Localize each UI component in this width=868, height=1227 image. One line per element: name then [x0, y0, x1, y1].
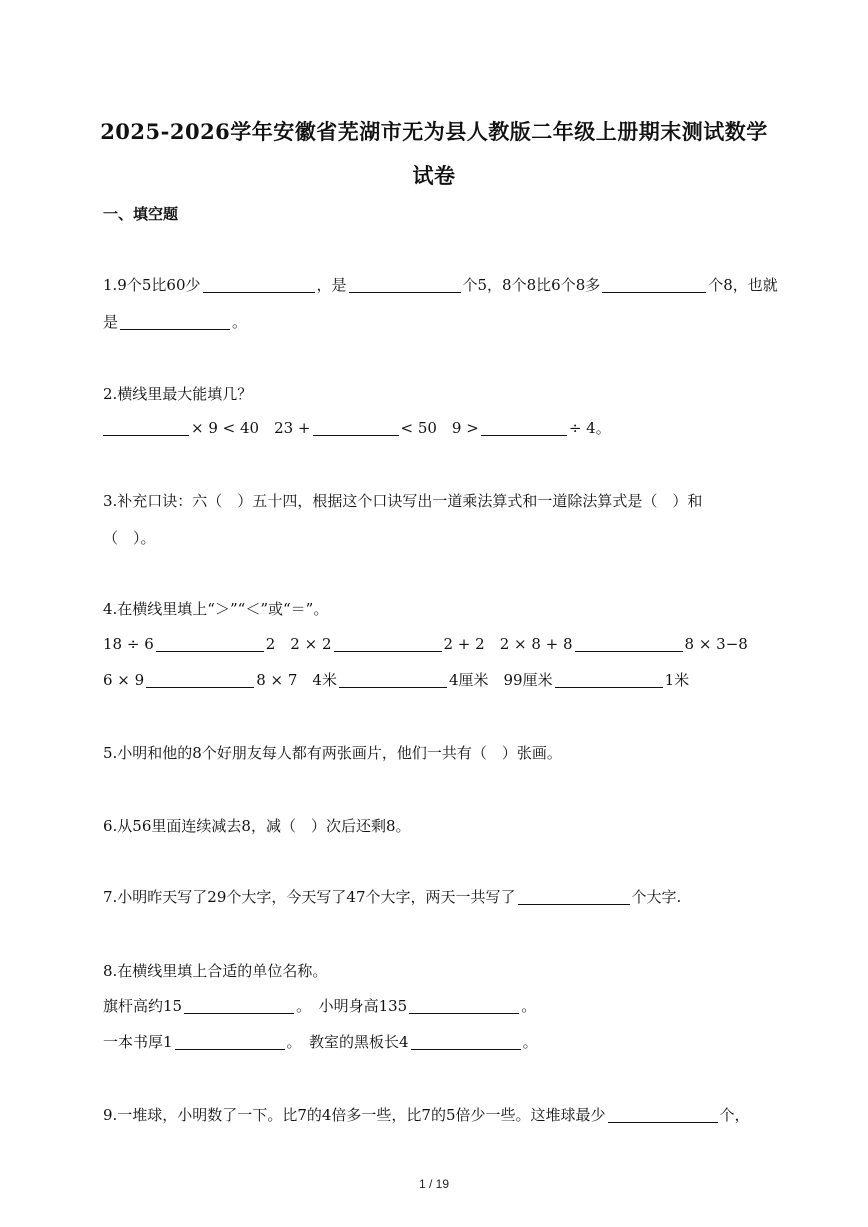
answer-blank[interactable] [518, 888, 630, 905]
answer-blank[interactable] [184, 997, 294, 1014]
question-2-items: × 9 < 40 23 + < 50 9 > ÷ 4。 [103, 417, 611, 439]
question-6: 6.从56里面连续减去8，减（ ）次后还剩8。 [103, 817, 411, 835]
answer-blank[interactable] [411, 1033, 521, 1050]
exam-title-line1: 2025-2026学年安徽省芜湖市无为县人教版二年级上册期末测试数学 [100, 119, 768, 144]
answer-blank[interactable] [313, 419, 399, 436]
answer-blank[interactable] [334, 635, 442, 652]
answer-blank[interactable] [481, 419, 567, 436]
section-heading-fill-blank: 一、填空题 [103, 205, 179, 223]
answer-blank[interactable] [602, 276, 706, 293]
answer-blank[interactable] [156, 635, 264, 652]
question-3-line-2: （ ）。 [103, 529, 156, 547]
question-9: 9.一堆球，小明数了一下。比7的4倍多一些，比7的5倍少一些。这堆球最少 个， [103, 1106, 750, 1124]
question-1-line-2: 是 。 [103, 313, 248, 331]
answer-blank[interactable] [339, 671, 447, 688]
answer-blank[interactable] [175, 1033, 285, 1050]
question-1-line-1: 1.9个5比60少 ，是 个5，8个8比6个8多 个8，也就 [103, 276, 778, 294]
exam-title-line2: 试卷 [412, 163, 456, 188]
answer-blank[interactable] [608, 1106, 718, 1123]
question-8-row-1: 旗杆高约15 。 小明身高135 。 [103, 997, 537, 1015]
question-4-row-1: 18 ÷ 6 2 2 × 2 2 + 2 2 × 8 + 8 8 × 3−8 [103, 635, 748, 653]
answer-blank[interactable] [203, 276, 315, 293]
question-2-stem: 2.横线里最大能填几？ [103, 385, 253, 403]
question-4-stem: 4.在横线里填上“＞”“＜”或“＝”。 [103, 600, 329, 618]
answer-blank[interactable] [146, 671, 254, 688]
question-5: 5.小明和他的8个好朋友每人都有两张画片，他们一共有（ ）张画。 [103, 744, 562, 762]
question-8-row-2: 一本书厚1 。 教室的黑板长4 。 [103, 1033, 538, 1051]
answer-blank[interactable] [555, 671, 663, 688]
question-7: 7.小明昨天写了29个大字，今天写了47个大字，两天一共写了 个大字. [103, 888, 682, 906]
answer-blank[interactable] [103, 419, 189, 436]
page-number: 1 / 19 [418, 1177, 450, 1191]
answer-blank[interactable] [120, 313, 230, 330]
question-3-line-1: 3.补充口诀：六（ ）五十四，根据这个口诀写出一道乘法算式和一道除法算式是（ ）和 [103, 492, 703, 510]
question-8-stem: 8.在横线里填上合适的单位名称。 [103, 962, 328, 980]
question-4-row-2: 6 × 9 8 × 7 4米 4厘米 99厘米 1米 [103, 671, 690, 689]
answer-blank[interactable] [409, 997, 519, 1014]
answer-blank[interactable] [575, 635, 683, 652]
answer-blank[interactable] [349, 276, 461, 293]
